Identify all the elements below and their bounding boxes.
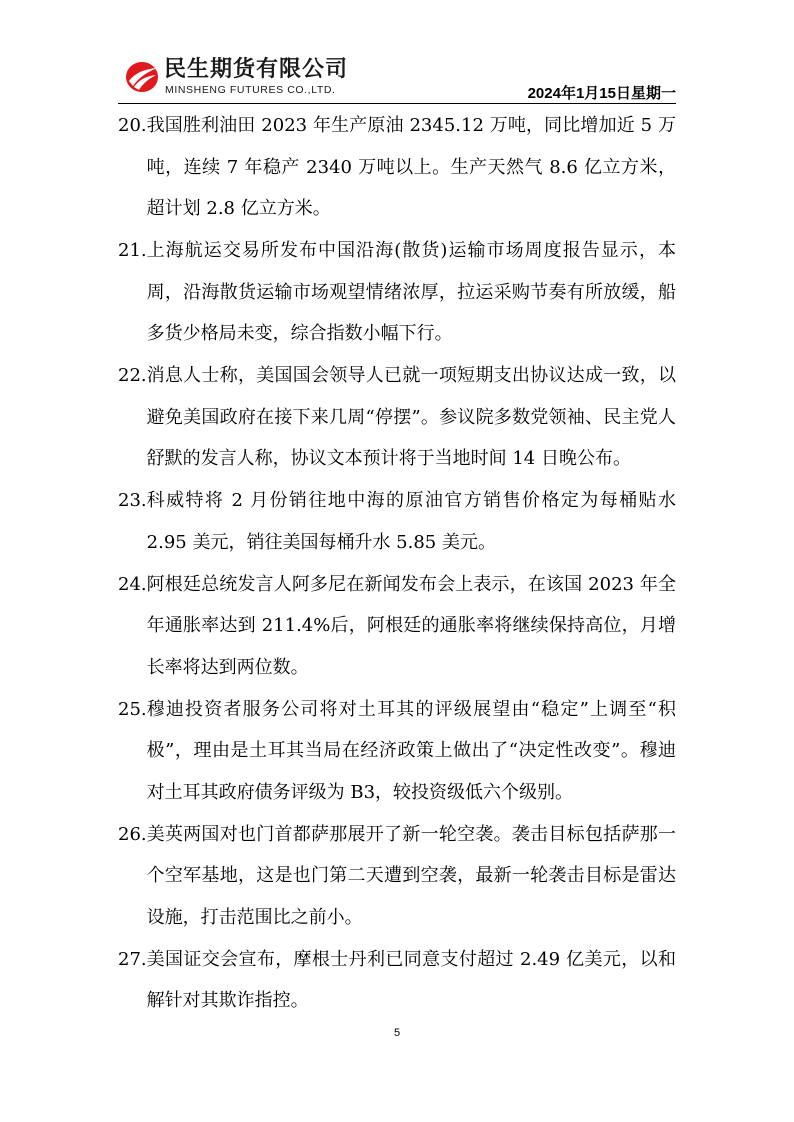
company-name-cn: 民生期货有限公司: [164, 57, 349, 82]
news-item: [118, 814, 676, 939]
item-number: 25.: [118, 698, 147, 720]
news-list: [118, 105, 676, 1022]
page-number: 5: [393, 1027, 401, 1039]
item-number: 26.: [118, 823, 147, 845]
item-text: 消息人士称，美国国会领导人已就一项短期支出协议达成一致，以避免美国政府在接下来几周“停摆”。参议院多数党领袖、民主党人舒默的发言人称，协议文本预计将于当地时间 14 日晚公布。: [146, 365, 676, 469]
item-number: 20.: [118, 115, 147, 136]
company-name-en: MINSHENG FUTURES CO.,LTD.: [165, 84, 336, 96]
item-number: 23.: [118, 490, 147, 511]
item-text: 阿根廷总统发言人阿多尼在新闻发布会上表示，在该国 2023 年全年通胀率达到 211.4%后，阿根廷的通胀率将继续保持高位，月增长率将达到两位数。: [146, 573, 676, 678]
news-item: [118, 939, 676, 1022]
item-text: 美英两国对也门首都萨那展开了新一轮空袭。袭击目标包括萨那一个空军基地，这是也门第二天遭到空袭，最新一轮袭击目标是雷达设施，打击范围比之前小。: [146, 823, 676, 928]
news-item: [118, 355, 676, 480]
report-date: 2024年1月15日星期一: [527, 85, 676, 102]
item-text: 上海航运交易所发布中国沿海(散货)运输市场周度报告显示，本周，沿海散货运输市场观望情绪浓厚，拉运采购节奏有所放缓，船多货少格局未变，综合指数小幅下行。: [146, 240, 676, 344]
item-text: 我国胜利油田 2023 年生产原油 2345.12 万吨，同比增加近 5 万吨，连续 7 年稳产 2340 万吨以上。生产天然气 8.6 亿立方米，超计划 2.8 亿立方米。: [146, 115, 676, 219]
item-text: 美国证交会宣布，摩根士丹利已同意支付超过 2.49 亿美元，以和解针对其欺诈指控。: [146, 948, 676, 1011]
item-text: 穆迪投资者服务公司将对土耳其的评级展望由“稳定”上调至“积极”，理由是土耳其当局在经济政策上做出了“决定性改变”。穆迪对土耳其政府债务评级为 B3，较投资级低六个级别。: [146, 698, 676, 803]
company-logo: [118, 52, 368, 102]
item-number: 27.: [118, 948, 147, 970]
news-item: [118, 564, 676, 689]
news-item: [118, 480, 676, 563]
news-item: [118, 689, 676, 814]
news-item: [118, 105, 676, 230]
item-number: 21.: [118, 240, 147, 261]
header-divider: [118, 103, 676, 104]
item-number: 24.: [118, 573, 147, 595]
news-item: [118, 230, 676, 355]
minsheng-logo-icon: [124, 59, 160, 95]
item-text: 科威特将 2 月份销往地中海的原油官方销售价格定为每桶贴水 2.95 美元，销往美国每桶升水 5.85 美元。: [146, 490, 676, 553]
item-number: 22.: [118, 365, 147, 386]
page-header: [118, 52, 676, 104]
